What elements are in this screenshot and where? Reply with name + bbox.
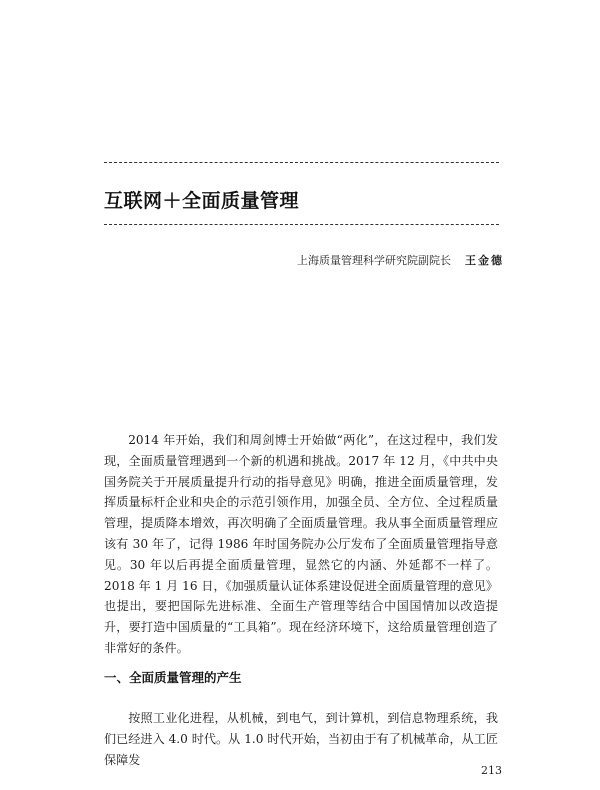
body-paragraph-1: 2014 年开始，我们和周剑博士开始做“两化”，在这过程中，我们发现，全面质量管理遇到一个新的机遇和挑战。2017 年 12 月，《中共中央 国务院关于开展质量提升行动的指导意见》明确，推进全面质量管理，发挥质量标杆企业和央企的示范引领作用，加强全员、全方位、全过程质量管理，提质降本增效，再次明确了全面质量管理。我从事全面质量管理应该有 30 年了，记得 1986 年时国务院办公厅发布了全面质量管理指导意见。30 年以后再提全面质量管理，显然它的内涵、外延都不一样了。2018 年 1 月 16 日，《加强质量认证体系建设促进全面质量管理的意见》也提出，要把国际先进标准、全面生产管理等结合中国国情加以改造提升，要打造中国质量的“工具箱”。现在经济环境下，这给质量管理创造了非常好的条件。	[104, 433, 498, 655]
byline-author: 王金德	[465, 254, 504, 267]
article-title: 互联网＋全面质量管理	[104, 190, 300, 212]
byline	[297, 252, 504, 268]
section-heading: 一、全面质量管理的产生	[104, 670, 242, 685]
body-paragraph-2: 按照工业化进程，从机械，到电气，到计算机，到信息物理系统，我们已经进入 4.0 时代。从 1.0 时代开始，当初由于有了机械革命，从工匠保障发	[104, 711, 498, 767]
page-number: 213	[481, 764, 502, 777]
title-rule-top	[104, 162, 499, 163]
byline-affiliation: 上海质量管理科学研究院副院长	[297, 254, 451, 267]
title-rule-bottom	[104, 224, 499, 225]
